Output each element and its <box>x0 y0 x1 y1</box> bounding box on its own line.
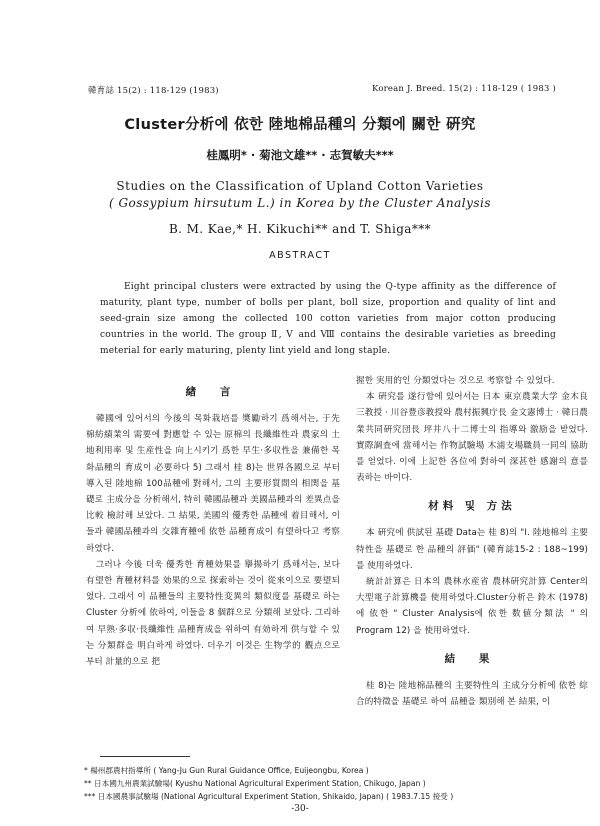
methods-paragraph-2: 統計計算은 日本의 農林水産省 農林硏究計算 Center의 大型電子計算機를 使用하였다.Cluster分析은 鈴木 (1978)에 依한 " Cluster Analysis에 依한 数値分類法 " 의 Program 12) 을 使用하였다. <box>356 577 588 636</box>
abstract-text: Eight principal clusters were extracted by using the Q-type affinity as the difference of maturity, plant type, number of bolls per plant, boll size, proportion and quality of lint and seed-grain size among the collected 100 cotton varieties from major cotton producing countries in the world. The group Ⅱ, Ⅴ and Ⅷ contains the desirable varieties as breeding meterial for early maturing, plenty lint yield and long staple. <box>100 282 556 356</box>
journal-header-ko: 韓育誌 15(2) : 118-129 (1983) <box>88 86 219 96</box>
methods-heading: 材料 및 方法 <box>428 500 516 513</box>
paper-title-english <box>0 178 600 212</box>
results-paragraph-1: 桂 8)는 陸地棉品種의 主要特性의 主成分分析에 依한 綜合的特徵을 基礎로 하여 品種을 類別해 본 結果, 이 <box>356 680 588 708</box>
results-heading: 結 果 <box>444 652 500 665</box>
paper-title-korean: Cluster分析에 依한 陸地棉品種의 分類에 關한 硏究 <box>124 117 476 133</box>
right-column <box>356 373 588 710</box>
intro-paragraph-2: 그러나 今後 더욱 優秀한 育種効果를 擧揚하기 爲해서는, 보다 有望한 育種材料를 効果的으로 探索하는 것이 從來이으로 要望되었다. 그래서 이 品種들의 主要特性変異의 類似度를 基礎로 하는 Cluster 分析에 依하여, 이들을 8 個群으로 分類해 보았다. 그리하여 早熟·多収·長纖維性 品種育成을 위하여 有効하게 供与할 수 있는 分類群을 明白하게 하였다. 더우기 이것은 生物学的 觀点으로 부터 計量的으로 把 <box>86 559 340 668</box>
page-number: -30- <box>291 804 309 814</box>
intro-paragraph-1: 韓國에 있어서의 今後의 목화栽培를 奬勵하기 爲해서는, 于先 棉紡績業의 需要에 對應할 수 있는 原棉의 長纖維性과 農家의 土地利用率 및 生産性을 向上시키기 爲한 早生·多収性을 兼備한 목화品種의 育成이 必要하다 5) 그래서 桂 8)는 世界各國으로 부터 導入된 陸地棉 100品種에 對해서, 그의 主要形質間의 相関을 基礎로 主成分을 分析해서, 特히 韓國品種과 美國品種과의 差異点을 比較 檢討해 보았다. 그 結果, 美國의 優秀한 品種에 着目해서, 이들과 韓國品種과의 交雜育種에 依한 品種育成이 有望하다고 考察하였다. <box>86 414 340 554</box>
footnote-3: *** 日本國農事試驗場 (National Agricultural Experiment Station, Shikaido, Japan) ( 1983.7.15 接受 ) <box>84 792 454 801</box>
authors-english: B. M. Kae,* H. Kikuchi** and T. Shiga*** <box>168 222 432 236</box>
acknowledgement-paragraph: 本 硏究를 遂行함에 있어서는 日本 東京農業大学 金木良三教授 · 川谷豊彦教授와 農村振興庁長 金文憲博士 · 韓日農業共同硏究団長 坪井八十二博士의 指導와 激励을 받었다. 實際調査에 當해서는 作物試驗場 木浦支場職員一同의 協助를 얻었다. 이에 上記한 各位에 對하여 深甚한 感謝의 意를 表하는 바이다. <box>356 392 588 484</box>
footnotes <box>84 764 584 803</box>
introduction-heading: 緖 言 <box>185 386 241 398</box>
methods-paragraph-1: 本 硏究에 供試된 基礎 Data는 桂 8)의 "Ⅰ. 陸地棉의 主要特性을 基礎로 한 品種의 評価" (韓育誌15-2 : 188~199) 를 使用하였다. <box>356 528 588 571</box>
footnote-1: * 楊州郡農村指導所 ( Yang-Ju Gun Rural Guidance Office, Euijeongbu, Korea ) <box>84 766 369 775</box>
left-column <box>86 384 340 670</box>
authors-korean: 桂鳳明* · 菊池文雄** · 志賀敏夫*** <box>206 148 394 162</box>
abstract-heading: ABSTRACT <box>269 250 331 261</box>
title-en-line2: ( Gossypium hirsutum L.) in Korea by the Cluster Analysis <box>108 196 492 210</box>
journal-header-en: Korean J. Breed. 15(2) : 118-129 ( 1983 ) <box>372 84 556 94</box>
footnote-2: ** 日本國九州農業試驗場( Kyushu National Agricultural Experiment Station, Chikugo, Japan ) <box>84 779 426 788</box>
title-en-line1: Studies on the Classification of Upland Cotton Varieties <box>116 179 484 193</box>
right-paragraph-1: 握한 実用的인 分類였다는 것으로 考察할 수 있었다. <box>356 376 555 386</box>
footnote-rule <box>100 756 190 757</box>
